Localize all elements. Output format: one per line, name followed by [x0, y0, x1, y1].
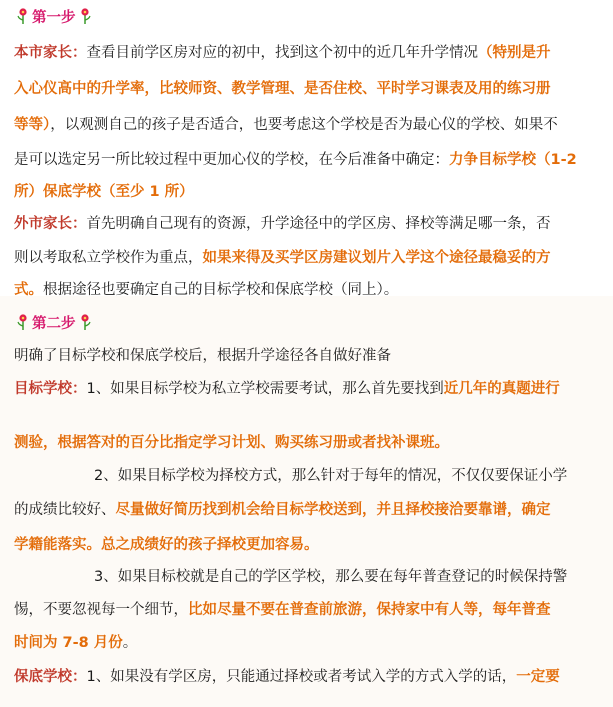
- step2-heading: [14, 313, 94, 333]
- flower-icon: [79, 313, 91, 331]
- backup-line-1: 保底学校：1、如果没有学区房，只能通过择校或者考试入学的方式入学的话，一定要: [14, 669, 560, 685]
- flower-icon: [79, 7, 91, 25]
- step1-heading: [14, 7, 94, 27]
- target-p3-line-3: 时间为 7-8 月份。: [14, 635, 138, 651]
- target-line-2: 测验，根据答对的百分比指定学习计划、购买练习册或者找补课班。: [14, 435, 449, 451]
- local-line-3: 等等），以观测自己的孩子是否适合，也要考虑这个学校是否为最心仪的学校、如果不: [14, 117, 558, 133]
- local-label: 本市家长：: [14, 45, 87, 61]
- intro-line: 明确了目标学校和保底学校后，根据升学途径各自做好准备: [14, 348, 391, 364]
- target-p3-line-1: 3、如果目标校就是自己的学区学校，那么要在每年普查登记的时候保持警: [94, 569, 568, 585]
- target-p3-line-2: 惕，不要忽视每一个细节，比如尽量不要在普查前旅游，保持家中有人等，每年普查: [14, 602, 551, 618]
- target-label: 目标学校：: [14, 381, 87, 397]
- step2-title: 第二步: [32, 316, 76, 332]
- target-p2-line-3: 学籍能落实。总之成绩好的孩子择校更加容易。: [14, 537, 319, 553]
- local-line-5: 所）保底学校（至少 1 所）: [14, 184, 194, 200]
- outer-line-1: 外市家长：首先明确自己现有的资源，升学途径中的学区房、择校等满足哪一条，否: [14, 216, 551, 232]
- step1-title: 第一步: [32, 10, 76, 26]
- local-line-1: 本市家长：查看目前学区房对应的初中，找到这个初中的近几年升学情况（特别是升: [14, 45, 551, 61]
- local-line-4: 是可以选定另一所比较过程中更加心仪的学校，在今后准备中确定：力争目标学校（1-2: [14, 152, 577, 168]
- flower-icon: [17, 7, 29, 25]
- outer-line-3: 式。根据途径也要确定自己的目标学校和保底学校（同上）。: [14, 282, 399, 298]
- target-p2-line-2: 的成绩比较好、尽量做好简历找到机会给目标学校送到，并且择校接洽要靠谱，确定: [14, 502, 551, 518]
- backup-label: 保底学校：: [14, 669, 87, 685]
- local-line-2: 入心仪高中的升学率，比较师资、教学管理、是否住校、平时学习课表及用的练习册: [14, 81, 551, 97]
- outer-label: 外市家长：: [14, 216, 87, 232]
- target-p2-line-1: 2、如果目标学校为择校方式，那么针对于每年的情况，不仅仅要保证小学: [94, 468, 568, 484]
- outer-line-2: 则以考取私立学校作为重点，如果来得及买学区房建议划片入学这个途径最稳妥的方: [14, 250, 551, 266]
- flower-icon: [17, 313, 29, 331]
- target-line-1: 目标学校：1、如果目标学校为私立学校需要考试，那么首先要找到近几年的真题进行: [14, 381, 560, 397]
